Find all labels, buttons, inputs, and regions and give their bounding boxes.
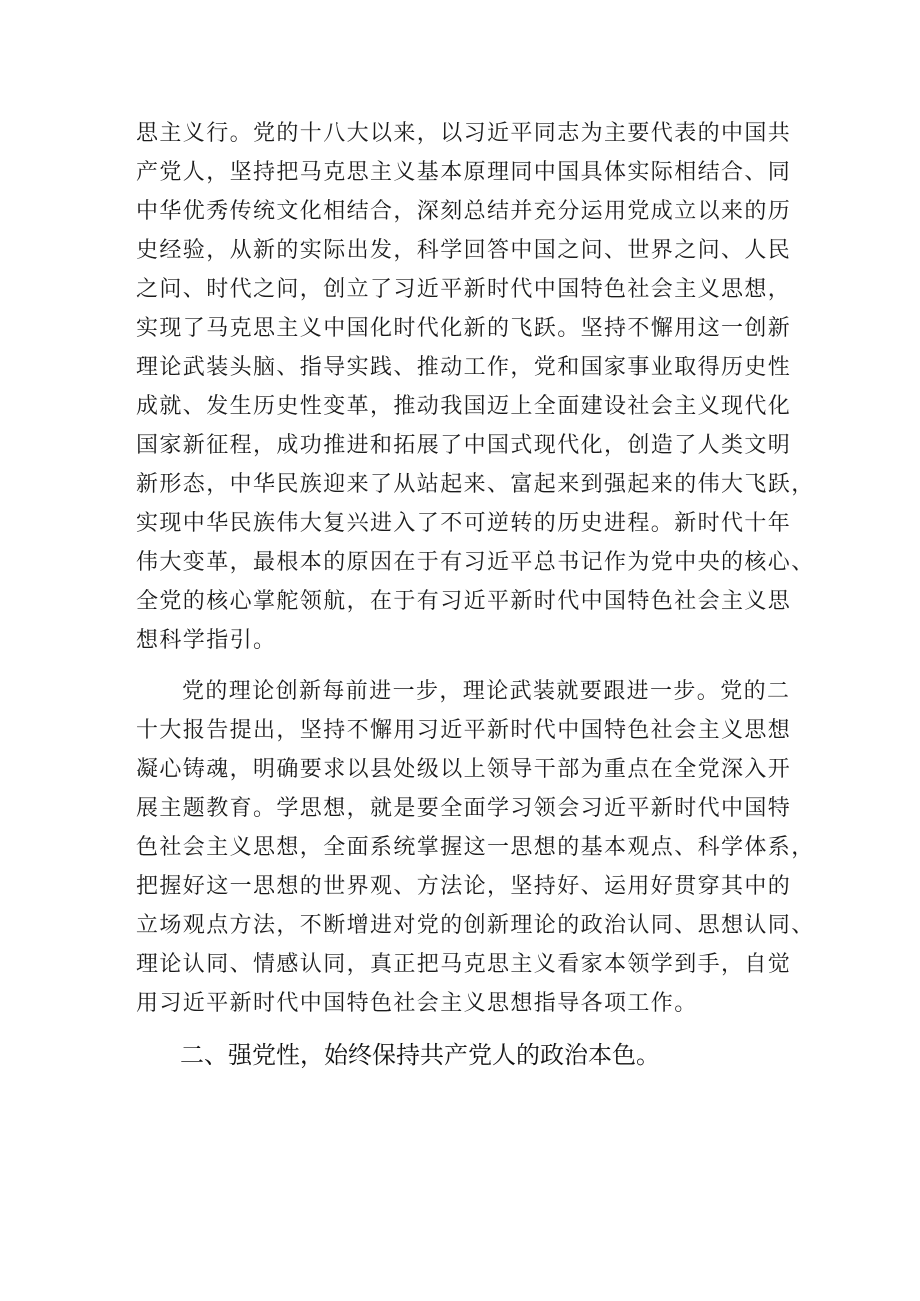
- text-line: 色社会主义思想，全面系统掌握这一思想的基本观点、科学体系，: [136, 835, 815, 860]
- text-line: 想科学指引。: [136, 628, 277, 653]
- paragraph-1: [136, 114, 815, 660]
- text-line: 理论武装头脑、指导实践、推动工作，党和国家事业取得历史性: [136, 355, 792, 380]
- text-line: 国家新征程，成功推进和拓展了中国式现代化，创造了人类文明: [136, 433, 792, 458]
- section-heading: 二、强党性，始终保持共产党人的政治本色。: [180, 1041, 660, 1069]
- text-line: 中华优秀传统文化相结合，深刻总结并充分运用党成立以来的历: [136, 199, 792, 224]
- text-line: 立场观点方法，不断增进对党的创新理论的政治认同、思想认同、: [136, 913, 815, 938]
- text-line: 用习近平新时代中国特色社会主义思想指导各项工作。: [136, 991, 698, 1016]
- text-line: 展主题教育。学思想，就是要全面学习领会习近平新时代中国特: [136, 796, 792, 821]
- text-line: 伟大变革，最根本的原因在于有习近平总书记作为党中央的核心、: [136, 550, 815, 575]
- text-line: 全党的核心掌舵领航，在于有习近平新时代中国特色社会主义思: [136, 589, 792, 614]
- text-line: 党的理论创新每前进一步，理论武装就要跟进一步。党的二: [182, 679, 791, 704]
- document-body: [136, 114, 815, 1077]
- text-line: 凝心铸魂，明确要求以县处级以上领导干部为重点在全党深入开: [136, 757, 792, 782]
- text-line: 理论认同、情感认同，真正把马克思主义看家本领学到手，自觉: [136, 952, 792, 977]
- text-line: 新形态，中华民族迎来了从站起来、富起来到强起来的伟大飞跃，: [136, 472, 815, 497]
- text-line: 产党人，坚持把马克思主义基本原理同中国具体实际相结合、同: [136, 160, 792, 185]
- text-line: 思主义行。党的十八大以来，以习近平同志为主要代表的中国共: [136, 121, 792, 146]
- paragraph-gap: [136, 660, 788, 672]
- text-line: 之问、时代之问，创立了习近平新时代中国特色社会主义思想，: [136, 277, 792, 302]
- text-line: 成就、发生历史性变革，推动我国迈上全面建设社会主义现代化: [136, 394, 792, 419]
- text-line: 十大报告提出，坚持不懈用习近平新时代中国特色社会主义思想: [136, 718, 792, 743]
- text-line: 实现了马克思主义中国化时代化新的飞跃。坚持不懈用这一创新: [136, 316, 792, 341]
- text-line: 史经验，从新的实际出发，科学回答中国之问、世界之问、人民: [136, 238, 792, 263]
- paragraph-2: [136, 672, 815, 1023]
- text-line: 实现中华民族伟大复兴进入了不可逆转的历史进程。新时代十年: [136, 511, 792, 536]
- text-line: 把握好这一思想的世界观、方法论，坚持好、运用好贯穿其中的: [136, 874, 792, 899]
